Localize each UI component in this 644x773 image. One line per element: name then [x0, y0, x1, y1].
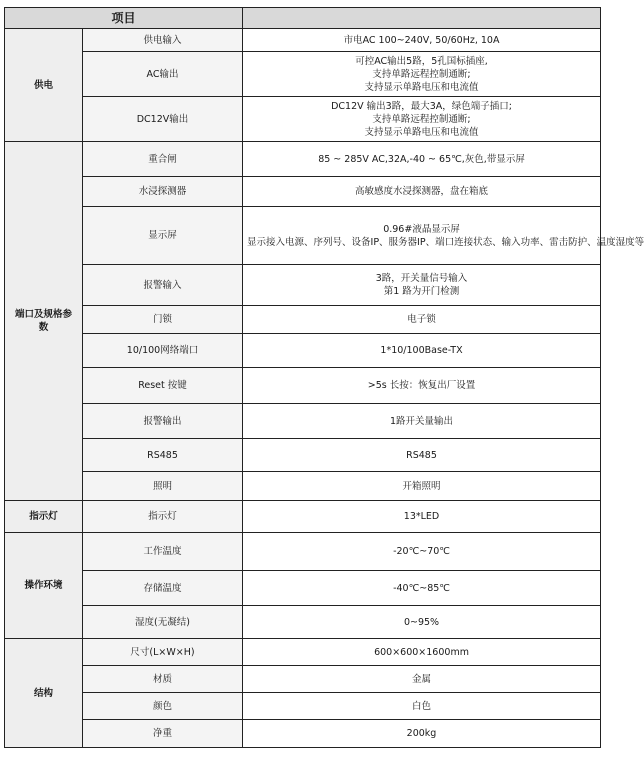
value-line: 支持显示单路电压和电流值 [364, 126, 479, 138]
spec-table [4, 7, 644, 748]
item-value-cell [243, 571, 601, 606]
item-label-cell: 湿度(无凝结) [83, 606, 243, 639]
value-line: 可控AC输出5路，5孔国标插座, [355, 55, 488, 67]
item-label-cell: 重合闸 [83, 142, 243, 177]
item-label-cell: 净重 [83, 720, 243, 748]
table-row [5, 207, 601, 265]
value-line: 3路，开关量信号输入 [375, 273, 468, 284]
item-value-cell [243, 472, 601, 501]
table-row [5, 472, 601, 501]
table-row [5, 693, 601, 720]
value-line: 高敏感度水浸探测器，盘在箱底 [355, 186, 489, 197]
value-line: 13*LED [403, 511, 440, 522]
value-line: 市电AC 100~240V, 50/60Hz, 10A [343, 34, 500, 46]
value-line: 开箱照明 [402, 480, 441, 492]
value-line: -40℃~85℃ [393, 582, 450, 594]
value-line: 支持显示单路电压和电流值 [364, 81, 479, 93]
table-row [5, 501, 601, 533]
item-value-cell [243, 501, 601, 533]
item-value-cell [243, 606, 601, 639]
spec-table-container [4, 7, 644, 770]
table-row [5, 720, 601, 748]
item-value-cell [243, 29, 601, 52]
table-row [5, 265, 601, 306]
item-label-cell: 10/100网络端口 [83, 334, 243, 368]
item-label-cell: RS485 [83, 439, 243, 472]
group-label-cell: 指示灯 [5, 501, 83, 533]
value-line: 白色 [412, 700, 432, 712]
value-line: 第1 路为开门检测 [383, 286, 460, 297]
table-row [5, 639, 601, 666]
table-row [5, 666, 601, 693]
item-value-cell [243, 334, 601, 368]
group-label-cell: 结构 [5, 639, 83, 748]
item-value-cell [243, 265, 601, 306]
item-label-cell: 报警输出 [83, 404, 243, 439]
header-item-cell: 项目 [5, 8, 243, 29]
table-row [5, 571, 601, 606]
table-row [5, 533, 601, 571]
item-value-cell [243, 52, 601, 97]
item-value-cell [243, 177, 601, 207]
item-value-cell [243, 207, 644, 265]
value-line: 支持单路远程控制通断; [372, 68, 471, 80]
value-line: 600×600×1600mm [374, 646, 469, 658]
value-line: >5s 长按：恢复出厂设置 [367, 380, 476, 391]
item-value-cell [243, 439, 601, 472]
item-label-cell: 报警输入 [83, 265, 243, 306]
value-line: 1*10/100Base-TX [380, 345, 463, 356]
item-label-cell: 供电输入 [83, 29, 243, 52]
table-row [5, 142, 601, 177]
item-label-cell: 显示屏 [83, 207, 243, 265]
value-line: DC12V 输出3路，最大3A，绿色端子插口; [331, 100, 512, 112]
group-label-cell: 端口及规格参数 [5, 142, 83, 501]
value-line: 85 ~ 285V AC,32A,-40 ~ 65℃,灰色,带显示屏 [318, 153, 525, 165]
item-value-cell [243, 720, 601, 748]
item-label-cell: AC输出 [83, 52, 243, 97]
group-label-cell: 操作环境 [5, 533, 83, 639]
item-value-cell [243, 533, 601, 571]
item-label-cell: DC12V输出 [83, 97, 243, 142]
value-line: 0~95% [403, 616, 440, 628]
value-line: 支持单路远程控制通断; [372, 113, 471, 125]
table-row [5, 368, 601, 404]
item-value-cell [243, 666, 601, 693]
item-value-cell [243, 142, 601, 177]
value-line: 显示接入电源、序列号、设备IP、服务器IP、端口连接状态、输入功率、雷击防护、温度湿度等 [247, 236, 644, 248]
item-label-cell: 照明 [83, 472, 243, 501]
table-row [5, 306, 601, 334]
group-label-cell: 供电 [5, 29, 83, 142]
item-value-cell [243, 368, 601, 404]
item-value-cell [243, 639, 601, 666]
item-value-cell [243, 693, 601, 720]
table-row [5, 439, 601, 472]
item-label-cell: 材质 [83, 666, 243, 693]
table-row [5, 97, 601, 142]
table-header-row [5, 8, 601, 29]
table-row [5, 52, 601, 97]
item-label-cell: 颜色 [83, 693, 243, 720]
item-value-cell [243, 404, 601, 439]
table-row [5, 177, 601, 207]
value-line: 金属 [412, 673, 432, 685]
item-label-cell: 指示灯 [83, 501, 243, 533]
value-line: 0.96#液晶显示屏 [383, 223, 460, 235]
table-row [5, 29, 601, 52]
item-label-cell: 工作温度 [83, 533, 243, 571]
item-label-cell: 水浸探测器 [83, 177, 243, 207]
table-row [5, 404, 601, 439]
item-label-cell: 门锁 [83, 306, 243, 334]
table-row [5, 334, 601, 368]
item-label-cell: 存储温度 [83, 571, 243, 606]
value-line: -20℃~70℃ [393, 546, 450, 557]
item-label-cell: 尺寸(L×W×H) [83, 639, 243, 666]
header-value-cell [243, 8, 601, 29]
item-value-cell [243, 97, 601, 142]
value-line: 1路开关量输出 [389, 415, 454, 427]
table-row [5, 606, 601, 639]
item-value-cell [243, 306, 601, 334]
value-line: 200kg [406, 728, 437, 739]
spec-table-body [5, 8, 644, 748]
value-line: 电子锁 [407, 314, 436, 325]
value-line: RS485 [406, 449, 437, 461]
item-label-cell: Reset 按键 [83, 368, 243, 404]
